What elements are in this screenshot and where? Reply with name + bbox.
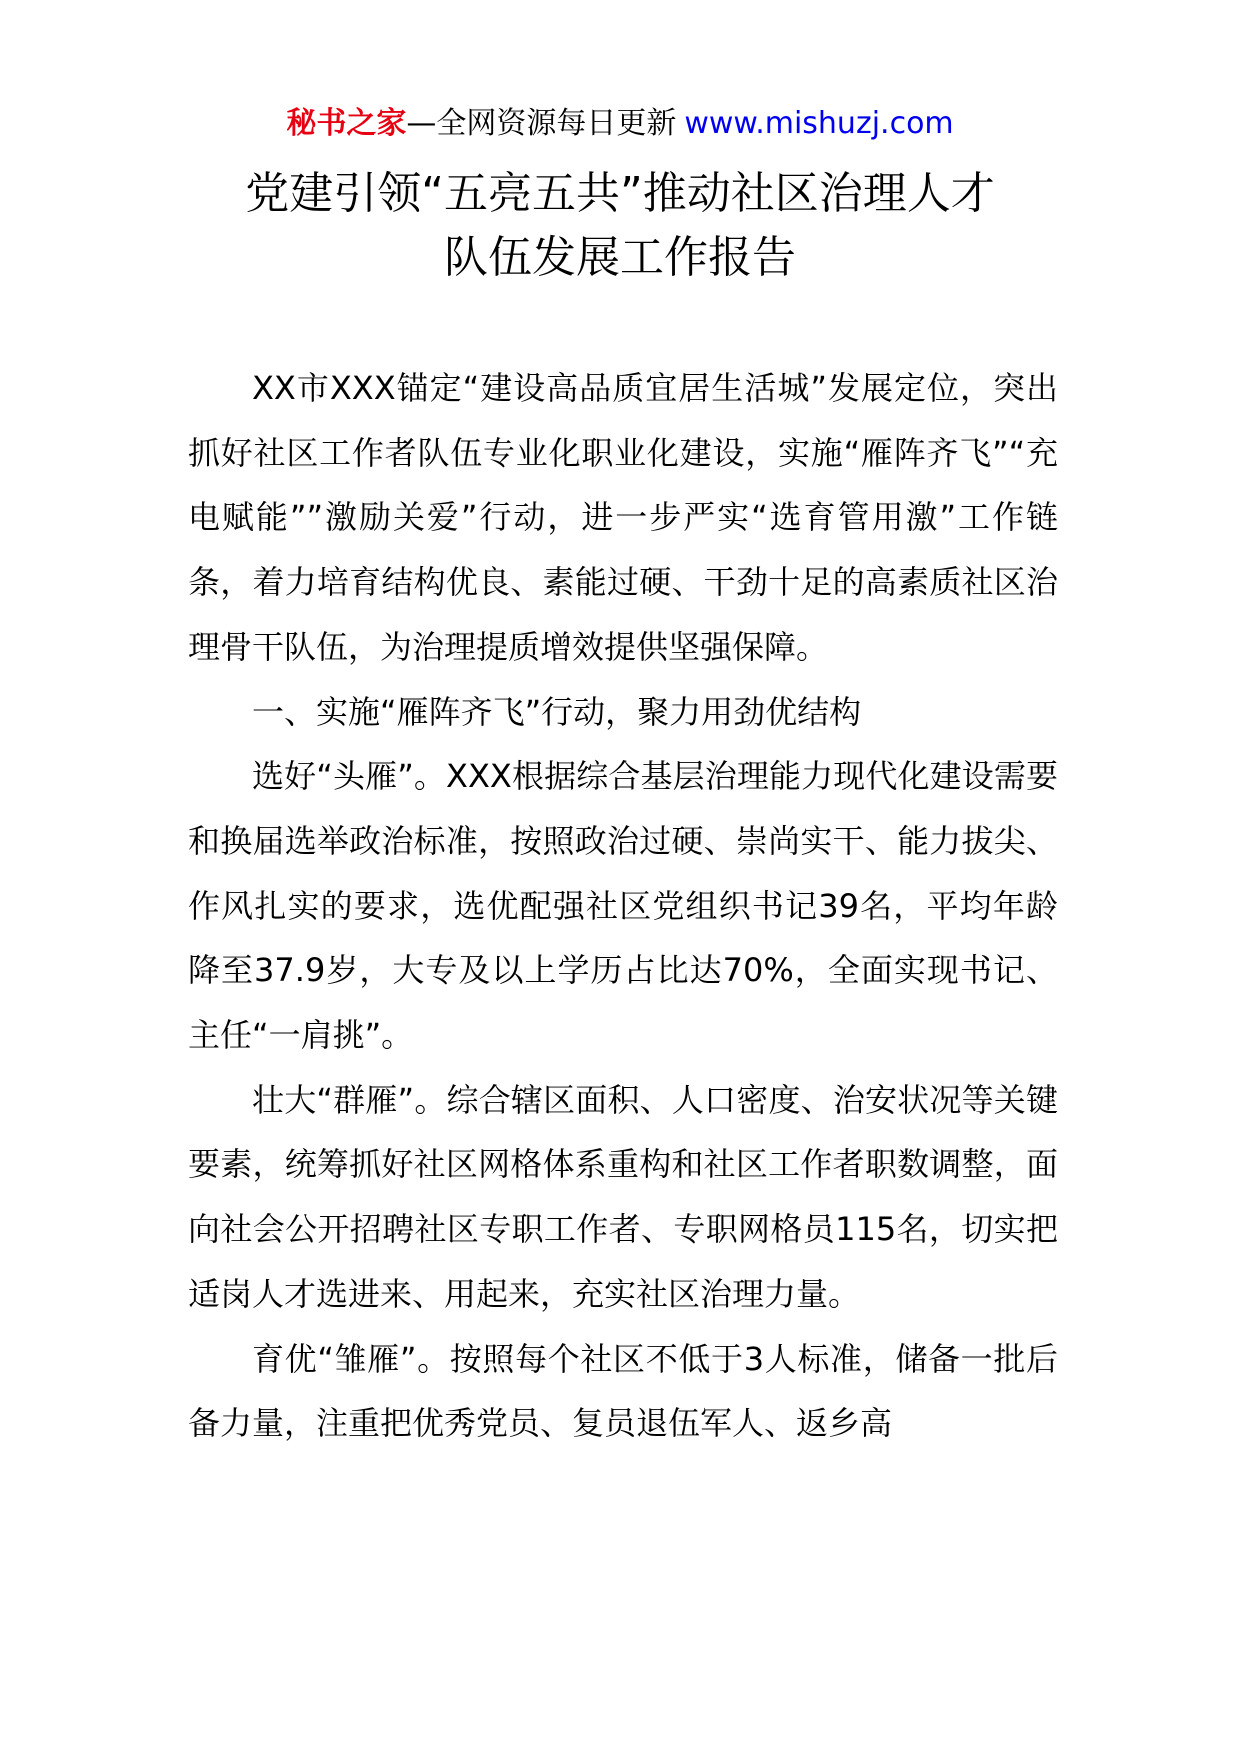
brand-name: 秘书之家 bbox=[286, 106, 407, 141]
paragraph-touyan: 选好“头雁”。XXX根据综合基层治理能力现代化建设需要和换届选举政治标准，按照政治过硬、崇尚实干、能力拔尖、作风扎实的要求，选优配强社区党组织书记39名，平均年龄降至37.9岁，大专及以上学历占比达70%，全面实现书记、主任“一肩挑”。 bbox=[188, 757, 1058, 1055]
page-header bbox=[0, 104, 1240, 144]
title-line-1: 党建引领“五亮五共”推动社区治理人才 bbox=[245, 168, 995, 219]
site-url: www.mishuzj.com bbox=[684, 106, 954, 141]
paragraph-chuyan: 育优“雏雁”。按照每个社区不低于3人标准，储备一批后备力量，注重把优秀党员、复员退伍军人、返乡高 bbox=[188, 1339, 1058, 1443]
document-title bbox=[150, 162, 1090, 290]
document-body bbox=[188, 356, 1058, 1456]
header-slogan: —全网资源每日更新 bbox=[406, 106, 677, 141]
title-line-2: 队伍发展工作报告 bbox=[444, 232, 796, 283]
paragraph-qunyan: 壮大“群雁”。综合辖区面积、人口密度、治安状况等关键要素，统筹抓好社区网格体系重构和社区工作者职数调整，面向社会公开招聘社区专职工作者、专职网格员115名，切实把适岗人才选进来、用起来，充实社区治理力量。 bbox=[188, 1080, 1058, 1313]
section-1-heading: 一、实施“雁阵齐飞”行动，聚力用劲优结构 bbox=[252, 692, 862, 731]
intro-paragraph: XX市XXX锚定“建设高品质宜居生活城”发展定位，突出抓好社区工作者队伍专业化职业化建设，实施“雁阵齐飞”“充电赋能””激励关爱”行动，进一步严实“选育管用激”工作链条，着力培育结构优良、素能过硬、干劲十足的高素质社区治理骨干队伍，为治理提质增效提供坚强保障。 bbox=[188, 369, 1058, 666]
